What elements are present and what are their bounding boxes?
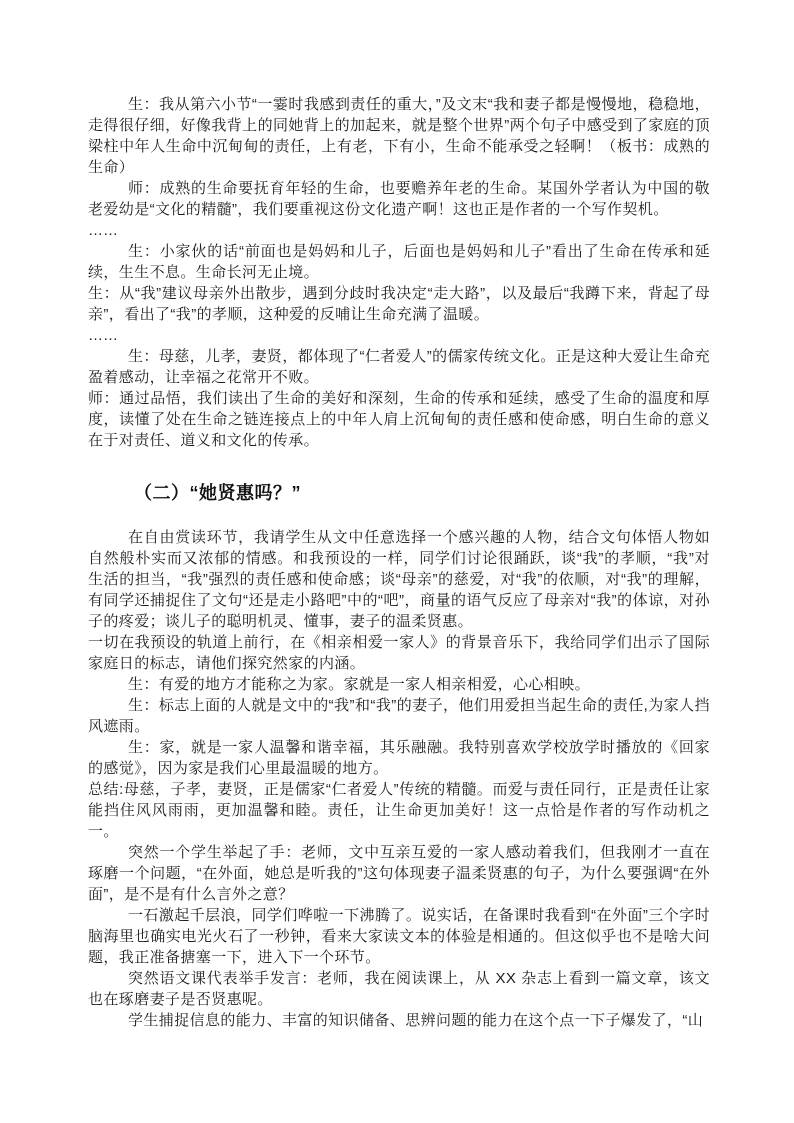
student-dialogue-paragraph: 生：有爱的地方才能称之为家。家就是一家人相亲相爱，心心相映。: [128, 676, 591, 693]
narrative-paragraph: 一切在我预设的轨道上前行，在《相亲相爱一家人》的背景音乐下，我给同学们出示了国际家庭日的标志，请他们探究然家的内涵。: [88, 634, 710, 672]
section-heading: （二）“她贤惠吗？”: [134, 483, 301, 503]
narrative-paragraph: 突然语文课代表举手发言：老师，我在阅读课上，从 XX 杂志上看到一篇文章，该文也在琢磨妻子是否贤惠呢。: [88, 970, 710, 1008]
teacher-dialogue-paragraph: 师：成熟的生命要抚育年轻的生命，也要赡养年老的生命。某国外学者认为中国的敬老爱幼是“文化的精髓”，我们要重视这份文化遗产啊！这也正是作者的一个写作契机。: [88, 180, 710, 218]
teacher-dialogue-paragraph: 师：通过品悟，我们读出了生命的美好和深刻，生命的传承和延续，感受了生命的温度和厚度，读懂了处在生命之链连接点上的中年人肩上沉甸甸的责任感和使命感，明白生命的意义在于对责任、道义和文化的传承。: [88, 390, 710, 449]
narrative-paragraph: 在自由赏读环节，我请学生从文中任意选择一个感兴趣的人物，结合文句体悟人物如自然般朴实而又浓郁的情感。和我预设的一样，同学们讨论很踊跃，谈“我”的孝顺，“我”对生活的担当，“我”强烈的责任感和使命感；谈“母亲”的慈爱，对“我”的依顺，对“我”的理解，有同学还捕捉住了文句“还是走小路吧”中的“吧”，商量的语气反应了母亲对“我”的体谅，对孙子的疼爱；谈儿子的聪明机灵、懂事，妻子的温柔贤惠。: [88, 529, 710, 630]
student-dialogue-paragraph: 生：家，就是一家人温馨和谐幸福，其乐融融。我特别喜欢学校放学时播放的《回家的感觉》，因为家是我们心里最温暖的地方。: [88, 739, 710, 777]
student-dialogue-paragraph: 生：标志上面的人就是文中的“我”和“我”的妻子，他们用爱担当起生命的责任,为家人挡风遮雨。: [88, 697, 710, 735]
narrative-paragraph: 突然一个学生举起了手：老师，文中互亲互爱的一家人感动着我们，但我刚才一直在琢磨一个问题，“在外面，她总是听我的”这句体现妻子温柔贤惠的句子，为什么要强调“在外面”，是不是有什么言外之意？: [88, 844, 710, 903]
narrative-paragraph: 学生捕捉信息的能力、丰富的知识储备、思辨问题的能力在这个点一下子爆发了，“山: [128, 1012, 704, 1029]
ellipsis-separator: ……: [88, 327, 118, 344]
student-dialogue-paragraph: 生：我从第六小节“一霎时我感到责任的重大，”及文末“我和妻子都是慢慢地，稳稳地，走得很仔细，好像我背上的同她背上的加起来，就是整个世界”两个句子中感受到了家庭的顶梁柱中年人生命中沉甸甸的责任，上有老，下有小，生命不能承受之轻啊！（板书：成熟的生命）: [88, 96, 710, 176]
ellipsis-separator: ……: [88, 222, 118, 239]
document-body: [88, 94, 710, 1031]
student-dialogue-paragraph: 生：从“我”建议母亲外出散步，遇到分歧时我决定“走大路”，以及最后“我蹲下来，背起了母亲”，看出了“我”的孝顺，这种爱的反哺让生命充满了温暖。: [88, 285, 710, 323]
student-dialogue-paragraph: 生：小家伙的话“前面也是妈妈和儿子，后面也是妈妈和儿子”看出了生命在传承和延续，生生不息。生命长河无止境。: [88, 243, 710, 281]
summary-paragraph: 总结:母慈，子孝，妻贤，正是儒家“仁者爱人”传统的精髓。而爱与责任同行，正是责任让家能挡住风风雨雨，更加温馨和睦。责任，让生命更加美好！这一点恰是作者的写作动机之一。: [88, 781, 710, 840]
narrative-paragraph: 一石激起千层浪，同学们哗啦一下沸腾了。说实话，在备课时我看到“在外面”三个字时脑海里也确实电光火石了一秒钟，看来大家读文本的体验是相通的。但这似乎也不是啥大问题，我正准备搪塞一下，进入下一个环节。: [88, 907, 710, 966]
student-dialogue-paragraph: 生：母慈，儿孝，妻贤，都体现了“仁者爱人”的儒家传统文化。正是这种大爱让生命充盈着感动，让幸福之花常开不败。: [88, 348, 710, 386]
